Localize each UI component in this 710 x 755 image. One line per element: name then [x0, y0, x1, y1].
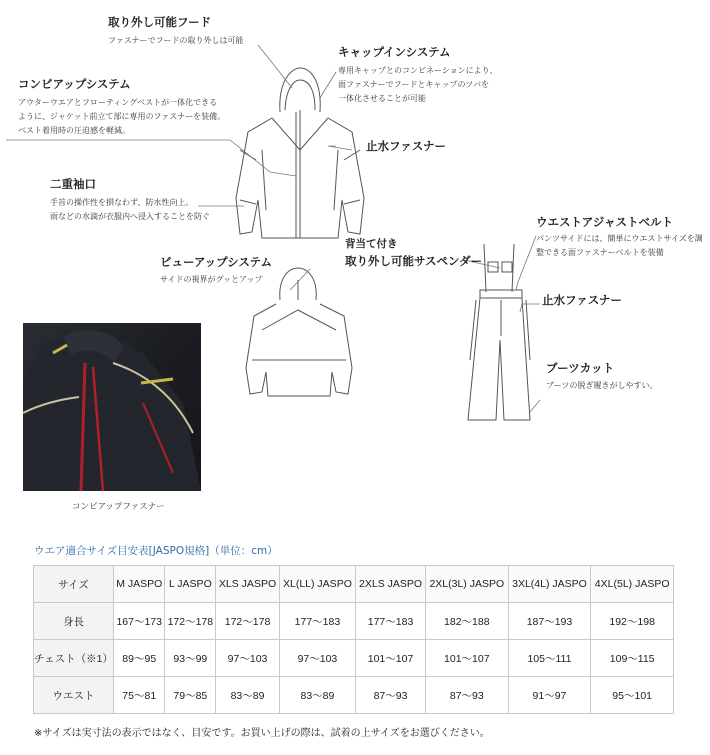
table-cell: 177〜183	[356, 603, 426, 640]
header-cell: M JASPO	[114, 566, 165, 603]
table-cell: 89〜95	[114, 640, 165, 677]
combi-up-desc-2: ように、ジャケット前立て部に専用のファスナーを装備。	[18, 112, 226, 121]
table-cell: 167〜173	[114, 603, 165, 640]
header-cell: 3XL(4L) JASPO	[508, 566, 591, 603]
waterproof-zip-jacket-title: 止水ファスナー	[366, 139, 447, 153]
header-cell: XL(LL) JASPO	[279, 566, 355, 603]
table-cell: 75〜81	[114, 677, 165, 714]
pants-drawing	[468, 244, 530, 420]
row-label: 身長	[34, 603, 114, 640]
header-cell: L JASPO	[165, 566, 216, 603]
cap-in-system-desc-3: 一体化させることが可能	[338, 94, 426, 103]
table-cell: 101〜107	[356, 640, 426, 677]
table-cell: 109〜115	[591, 640, 674, 677]
waist-belt-title: ウエストアジャストベルト	[536, 215, 673, 229]
size-table-header-row	[34, 566, 674, 603]
cap-in-system-desc-2: 面ファスナーでフードとキャップのツバを	[338, 80, 490, 89]
waist-belt-desc-1: パンツサイドには、簡単にウエストサイズを調	[536, 234, 703, 243]
waist-belt-desc-2: 整できる面ファスナーベルトを装備	[536, 248, 664, 257]
table-cell: 182〜188	[425, 603, 508, 640]
table-cell: 177〜183	[279, 603, 355, 640]
table-cell: 87〜93	[425, 677, 508, 714]
combi-up-zipper-photo	[23, 323, 201, 491]
table-cell: 172〜178	[216, 603, 280, 640]
header-cell: XLS JASPO	[216, 566, 280, 603]
view-up-desc: サイドの視界がグッとアップ	[160, 275, 263, 284]
table-cell: 87〜93	[356, 677, 426, 714]
removable-hood-desc: ファスナーでフードの取り外しは可能	[108, 36, 244, 45]
size-table	[33, 565, 674, 714]
size-note: ※サイズは実寸法の表示ではなく、目安です。お買い上げの際は、試着の上サイズをお選びください。	[34, 728, 490, 739]
table-row	[34, 603, 674, 640]
boots-cut-title: ブーツカット	[546, 361, 615, 375]
table-cell: 97〜103	[279, 640, 355, 677]
removable-hood-title: 取り外し可能フード	[108, 15, 212, 29]
table-cell: 192〜198	[591, 603, 674, 640]
jacket-photo-illustration	[23, 323, 201, 491]
combi-up-title: コンビアップシステム	[18, 77, 131, 91]
table-cell: 83〜89	[279, 677, 355, 714]
row-label: ウエスト	[34, 677, 114, 714]
table-cell: 105〜111	[508, 640, 591, 677]
table-cell: 101〜107	[425, 640, 508, 677]
double-cuff-desc-2: 雨などの水滴が衣服内へ浸入することを防ぐ	[50, 212, 210, 221]
header-cell: 2XLS JASPO	[356, 566, 426, 603]
table-cell: 187〜193	[508, 603, 591, 640]
header-cell: 2XL(3L) JASPO	[425, 566, 508, 603]
table-cell: 79〜85	[165, 677, 216, 714]
size-table-title: ウエア適合サイズ目安表[JASPO規格]（単位：cm）	[34, 545, 278, 557]
suspender-title-1: 背当て付き	[345, 238, 398, 250]
table-cell: 83〜89	[216, 677, 280, 714]
cap-in-system-desc-1: 専用キャップとのコンビネーションにより、	[338, 66, 498, 75]
double-cuff-title: 二重袖口	[50, 177, 96, 191]
table-cell: 97〜103	[216, 640, 280, 677]
view-up-title: ビューアップシステム	[160, 255, 273, 269]
table-cell: 95〜101	[591, 677, 674, 714]
boots-cut-desc: ブーツの脱ぎ履きがしやすい。	[546, 381, 658, 390]
combi-up-desc-1: アウターウエアとフローティングベストが一体化できる	[18, 98, 218, 107]
cap-in-system-title: キャップインシステム	[338, 45, 451, 59]
jacket-back-drawing	[246, 268, 352, 396]
table-cell: 91〜97	[508, 677, 591, 714]
suspender-title-2: 取り外し可能サスペンダー	[345, 254, 483, 268]
double-cuff-desc-1: 手首の操作性を損なわず、防水性向上。	[50, 198, 194, 207]
table-cell: 93〜99	[165, 640, 216, 677]
combi-up-desc-3: ベスト着用時の圧迫感を軽減。	[18, 126, 130, 135]
waterproof-zip-pants-title: 止水ファスナー	[542, 293, 623, 307]
header-cell: 4XL(5L) JASPO	[591, 566, 674, 603]
header-cell: サイズ	[34, 566, 114, 603]
table-cell: 172〜178	[165, 603, 216, 640]
photo-caption: コンビアップファスナー	[72, 502, 165, 512]
table-row	[34, 640, 674, 677]
table-row	[34, 677, 674, 714]
row-label: チェスト（※1）	[34, 640, 114, 677]
